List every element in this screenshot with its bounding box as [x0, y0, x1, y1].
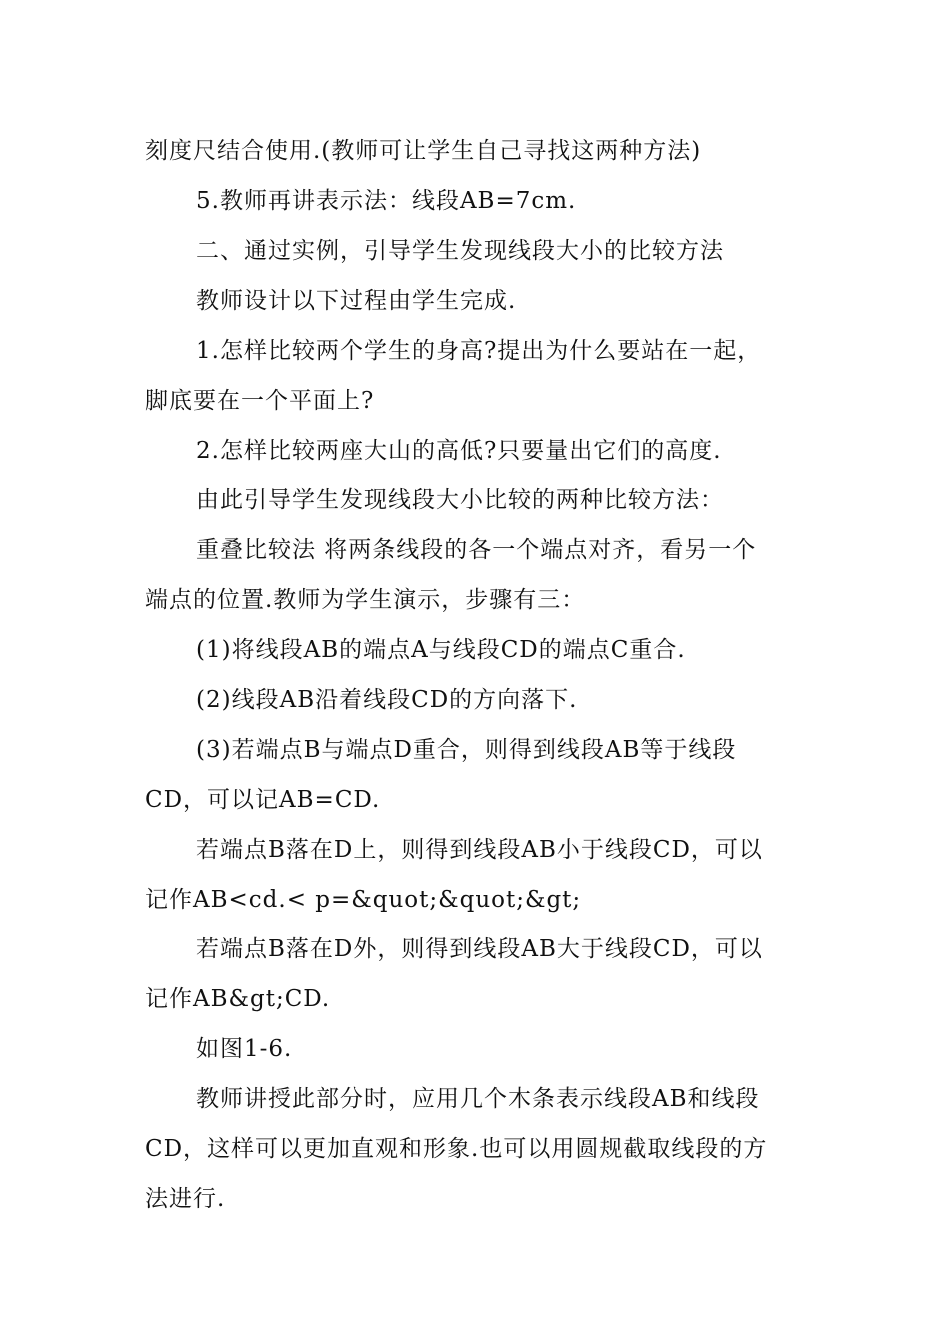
text-line: 端点的位置.教师为学生演示，步骤有三： — [145, 587, 586, 613]
text-line: 教师讲授此部分时，应用几个木条表示线段AB和线段 — [196, 1086, 760, 1112]
text-line: CD，可以记AB=CD. — [145, 787, 381, 813]
text-line: 若端点B落在D上，则得到线段AB小于线段CD，可以 — [196, 837, 763, 863]
text-line: 2.怎样比较两座大山的高低?只要量出它们的高度. — [196, 438, 722, 464]
text-line: 教师设计以下过程由学生完成. — [196, 288, 517, 314]
text-line: 法进行. — [145, 1186, 226, 1212]
text-line: (3)若端点B与端点D重合，则得到线段AB等于线段 — [196, 737, 737, 763]
section-heading: 二、通过实例，引导学生发现线段大小的比较方法 — [196, 238, 724, 264]
text-line: 如图1-6. — [196, 1036, 293, 1062]
text-line: CD，这样可以更加直观和形象.也可以用圆规截取线段的方 — [145, 1136, 768, 1162]
text-line: (2)线段AB沿着线段CD的方向落下. — [196, 687, 578, 713]
text-line: 脚底要在一个平面上? — [145, 388, 375, 414]
text-line: 若端点B落在D外，则得到线段AB大于线段CD，可以 — [196, 936, 763, 962]
text-line: 5.教师再讲表示法：线段AB=7cm. — [196, 188, 577, 214]
text-line: (1)将线段AB的端点A与线段CD的端点C重合. — [196, 637, 686, 663]
text-line: 由此引导学生发现线段大小比较的两种比较方法： — [196, 487, 724, 513]
text-line: 1.怎样比较两个学生的身高?提出为什么要站在一起， — [196, 338, 762, 364]
text-line: 记作AB&gt;CD. — [145, 986, 331, 1012]
text-line: 刻度尺结合使用.(教师可让学生自己寻找这两种方法) — [145, 138, 702, 164]
text-line: 重叠比较法 将两条线段的各一个端点对齐，看另一个 — [196, 537, 757, 563]
text-line: 记作AB<cd.< p=&quot;&quot;&gt; — [145, 887, 582, 913]
